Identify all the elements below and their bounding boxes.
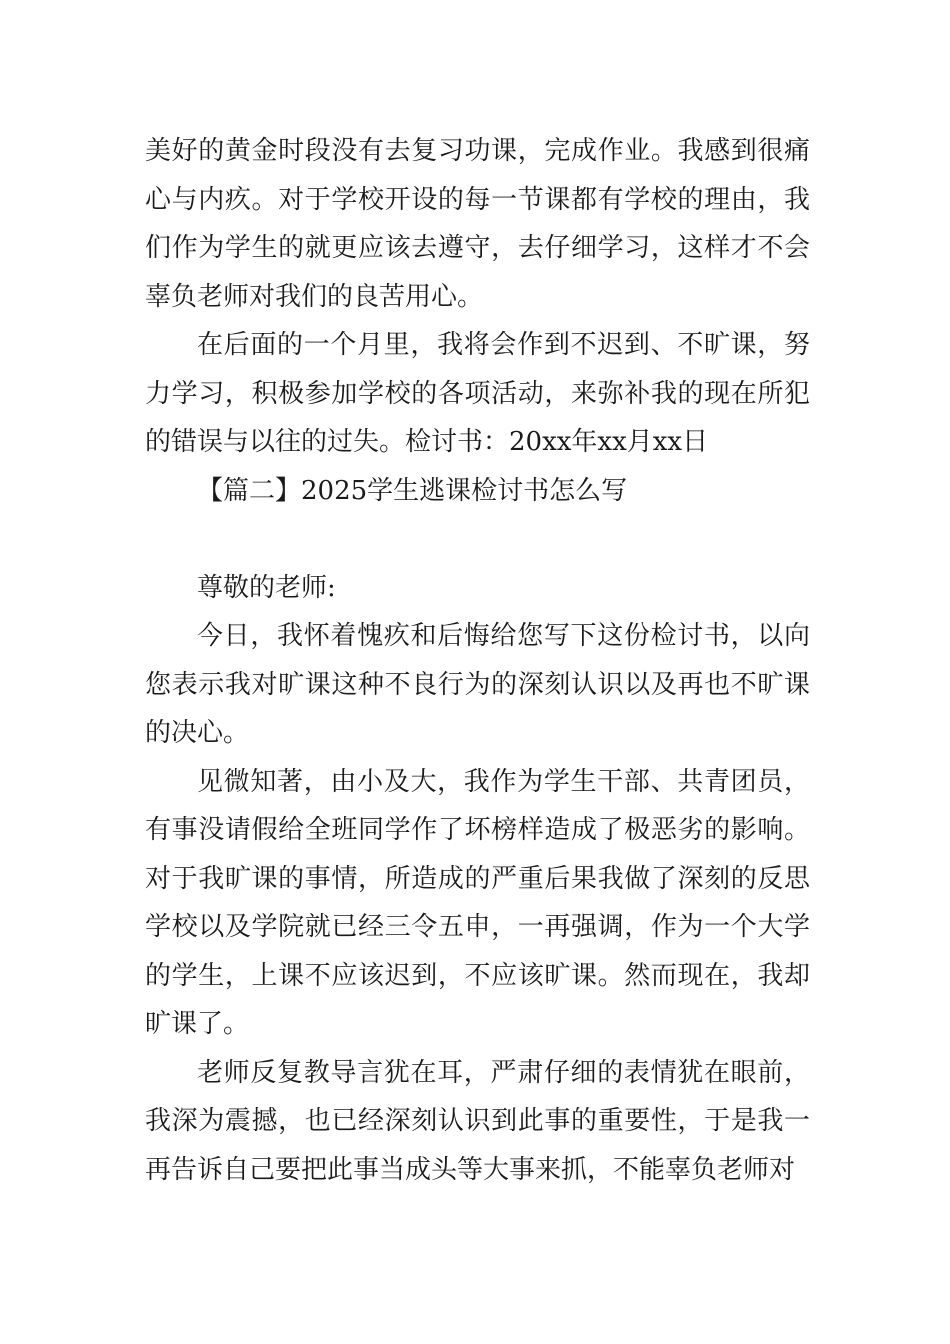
salutation: 尊敬的老师: (197, 572, 336, 603)
paragraph-continuation: 美好的黄金时段没有去复习功课，完成作业。我感到很痛心与内疚。对于学校开设的每一节课都有学校的理由，我们作为学生的就更应该去遵守，去仔细学习，这样才不会辜负老师对我们的良苦用心。 (145, 136, 810, 312)
paragraph-opening: 今日，我怀着愧疚和后悔给您写下这份检讨书，以向您表示我对旷课这种不良行为的深刻认识以及再也不旷课的决心。 (145, 621, 810, 748)
paragraph-reflection: 见微知著，由小及大，我作为学生干部、共青团员，有事没请假给全班同学作了坏榜样造成了极恶劣的影响。对于我旷课的事情，所造成的严重后果我做了深刻的反思学校以及学院就已经三令五申，一再强调，作为一个大学的学生，上课不应该迟到，不应该旷课。然而现在，我却旷课了。 (145, 766, 810, 1039)
paragraph-promise: 在后面的一个月里，我将会作到不迟到、不旷课，努力学习，积极参加学校的各项活动，来弥补我的现在所犯的错误与以往的过失。检讨书：20xx年xx月xx日 (145, 330, 810, 457)
section-heading: 【篇二】2025学生逃课检讨书怎么写 (197, 475, 628, 506)
paragraph-teacher: 老师反复教导言犹在耳，严肃仔细的表情犹在眼前，我深为震撼，也已经深刻认识到此事的重要性，于是我一再告诉自己要把此事当成头等大事来抓，不能辜负老师对 (145, 1057, 810, 1185)
document-body (145, 127, 810, 1194)
blank-line (145, 515, 810, 564)
